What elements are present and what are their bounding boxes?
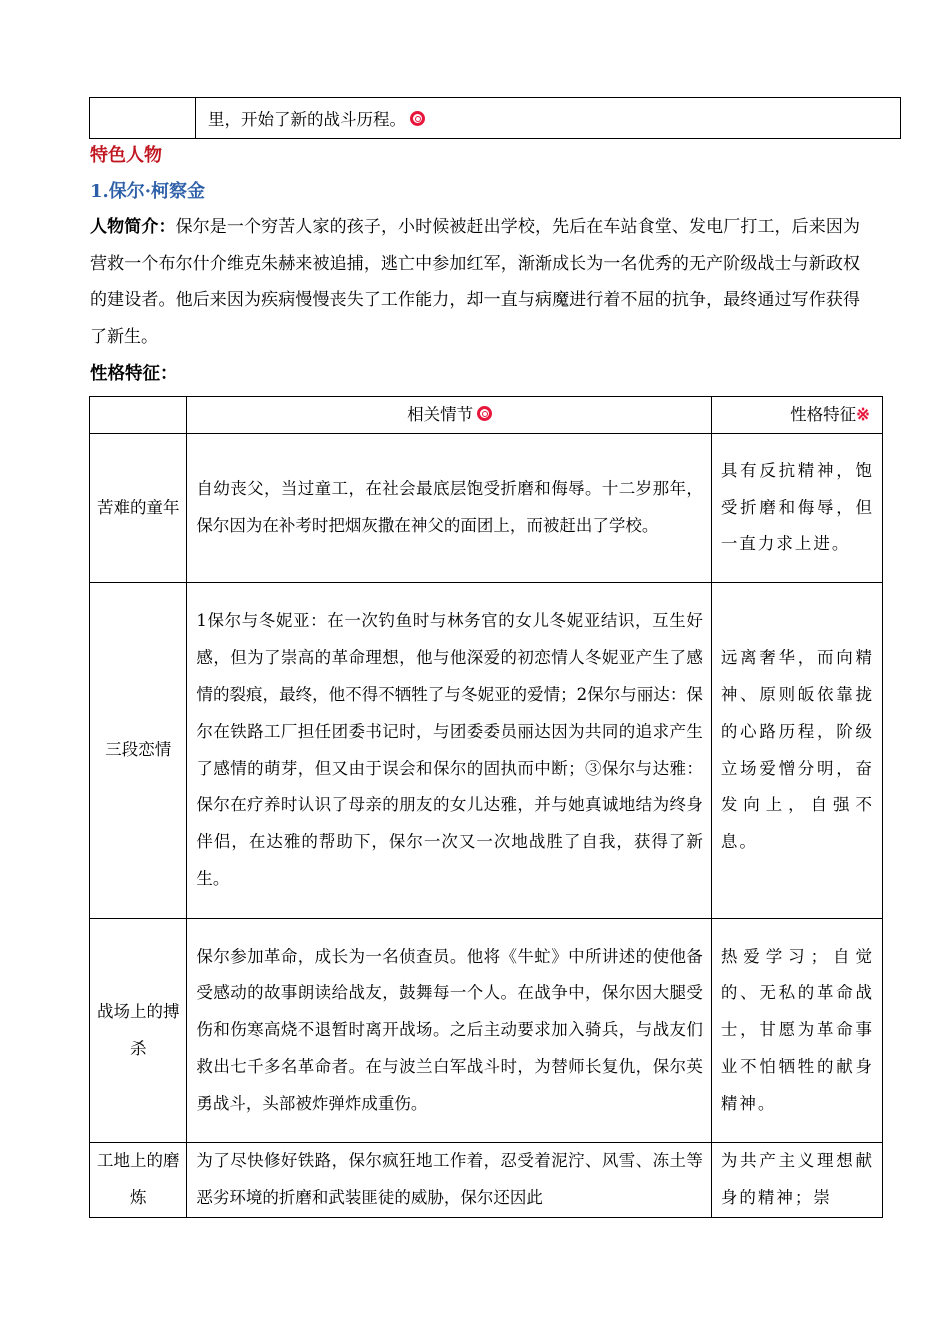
row-trait: 远离奢华，而向精神、原则皈依靠拢的心路历程，阶级立场爱憎分明，奋发向上，自强不息。 (711, 583, 882, 919)
table-row (90, 1143, 883, 1218)
character-title: 1.保尔·柯察金 (90, 181, 206, 202)
continued-table (89, 97, 901, 139)
row-category: 三段恋情 (90, 583, 187, 919)
row-category: 苦难的童年 (90, 434, 187, 583)
intro-label: 人物简介： (90, 217, 176, 237)
header-plot (187, 397, 711, 434)
section-title: 特色人物 (90, 145, 162, 166)
reference-mark-icon: ※ (856, 405, 870, 424)
row-category: 战场上的搏杀 (90, 919, 187, 1143)
table-cell-text (196, 98, 901, 139)
intro-text: 保尔是一个穷苦人家的孩子，小时候被赶出学校，先后在车站食堂、发电厂打工，后来因为营救一个布尔什介维克朱赫来被追捕，逃亡中参加红军，渐渐成长为一名优秀的无产阶级战士与新政权的建设者。他后来因为疾病慢慢丧失了工作能力，却一直与病魔进行着不屈的抗争，最终通过写作获得了新生。 (90, 217, 861, 347)
row-trait: 为共产主义理想献身的精神；崇 (711, 1143, 882, 1218)
table-cell-empty (90, 98, 196, 139)
header-trait-label: 性格特征 (790, 405, 857, 424)
row-category: 工地上的磨炼 (90, 1143, 187, 1218)
continued-text: 里，开始了新的战斗历程。 (208, 110, 406, 129)
row-plot: 保尔参加革命，成长为一名侦查员。他将《牛虻》中所讲述的使他备受感动的故事朗读给战友，鼓舞每一个人。在战争中，保尔因大腿受伤和伤寒高烧不退暂时离开战场。之后主动要求加入骑兵，与战友们救出七千多名革命者。在与波兰白军战斗时，为替师长复仇，保尔英勇战斗，头部被炸弹炸成重伤。 (187, 919, 711, 1143)
table-row (90, 583, 883, 919)
row-plot: 为了尽快修好铁路，保尔疯狂地工作着，忍受着泥泞、风雪、冻土等恶劣环境的折磨和武装匪徒的威胁，保尔还因此 (187, 1143, 711, 1218)
row-trait: 具有反抗精神，饱受折磨和侮辱，但一直力求上进。 (711, 434, 882, 583)
row-plot: 1保尔与冬妮亚：在一次钓鱼时与林务官的女儿冬妮亚结识，互生好感，但为了崇高的革命理想，他与他深爱的初恋情人冬妮亚产生了感情的裂痕，最终，他不得不牺牲了与冬妮亚的爱情；2保尔与丽达：保尔在铁路工厂担任团委书记时，与团委委员丽达因为共同的追求产生了感情的萌芽，但又由于误会和保尔的固执而中断；③保尔与达雅：保尔在疗养时认识了母亲的朋友的女儿达雅，并与她真诚地结为终身伴侣，在达雅的帮助下，保尔一次又一次地战胜了自我，获得了新生。 (187, 583, 711, 919)
double-circle-target-icon (477, 406, 492, 421)
table-header-row (90, 397, 883, 434)
header-plot-label: 相关情节 (407, 405, 474, 424)
traits-label: 性格特征： (90, 364, 178, 384)
double-circle-target-icon (410, 111, 425, 126)
table-row (90, 919, 883, 1143)
table-row (90, 434, 883, 583)
table-row (90, 98, 901, 139)
row-plot: 自幼丧父，当过童工，在社会最底层饱受折磨和侮辱。十二岁那年，保尔因为在补考时把烟灰撒在神父的面团上，而被赶出了学校。 (187, 434, 711, 583)
traits-table (89, 396, 883, 1218)
character-intro (90, 209, 860, 355)
row-trait: 热爱学习；自觉的、无私的革命战士，甘愿为革命事业不怕牺牲的献身精神。 (711, 919, 882, 1143)
header-trait (711, 397, 882, 434)
header-category (90, 397, 187, 434)
